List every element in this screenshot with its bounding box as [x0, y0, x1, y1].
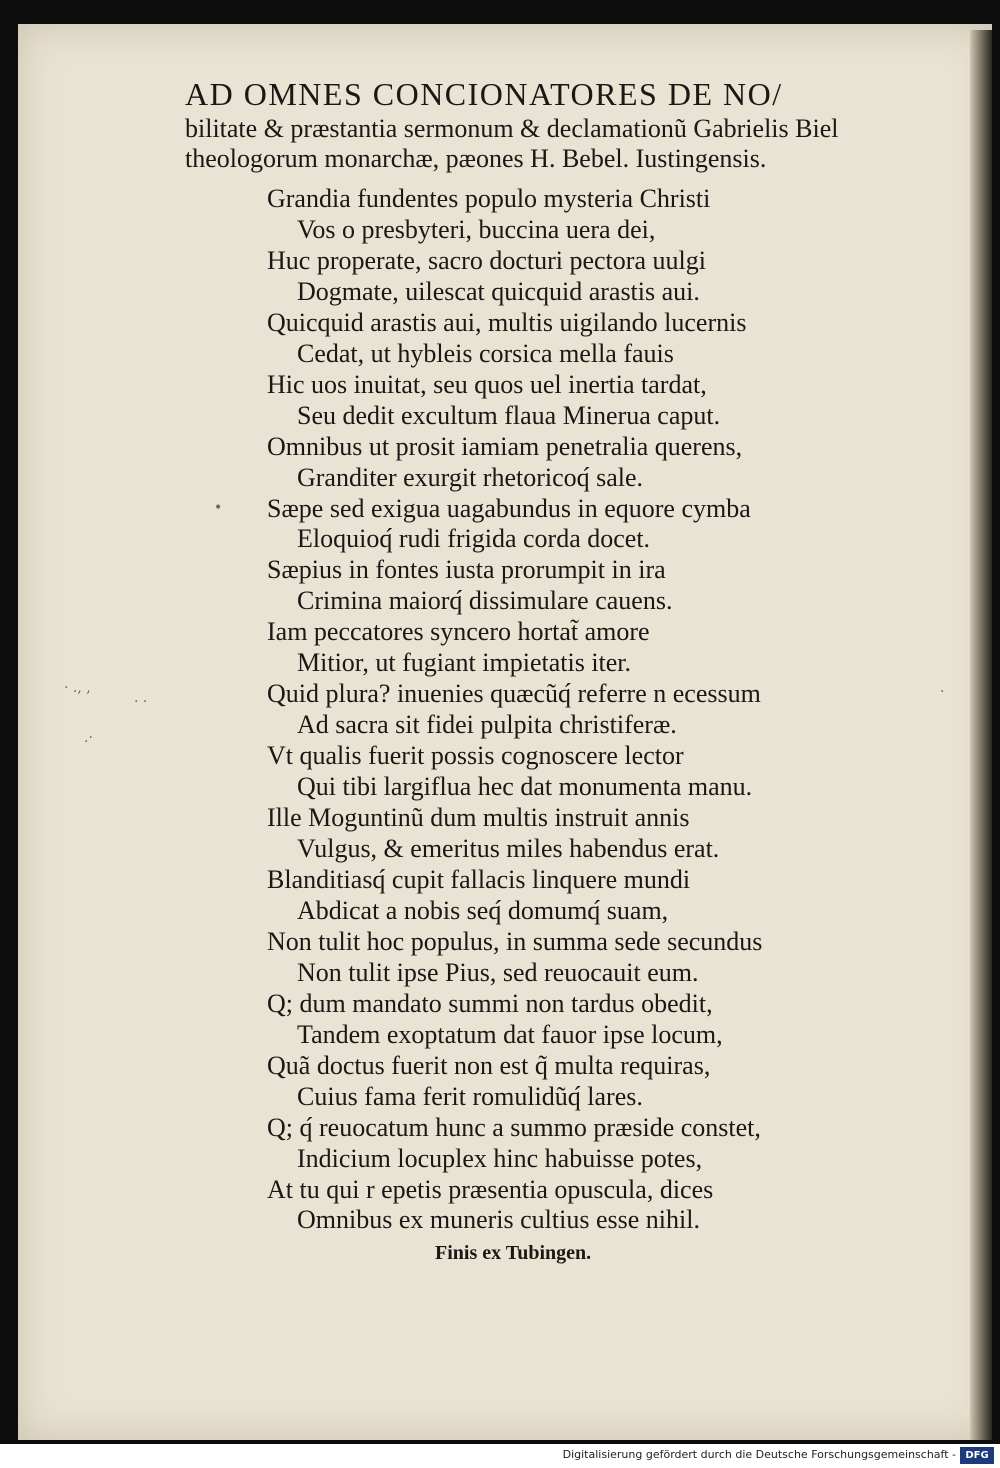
verse-line: Granditer exurgit rhetoricoq́ sale.	[297, 462, 644, 492]
verse-line: Cuius fama ferit romulidũq́ lares.	[297, 1081, 643, 1111]
verse-line: Crimina maiorq́ dissimulare cauens.	[297, 586, 673, 616]
heading-line-2: bilitate & præstantia sermonum & declamationũ Gabrielis Biel	[185, 114, 839, 143]
verse-line: Seu dedit excultum flaua Minerua caput.	[297, 400, 721, 430]
funding-notice: Digitalisierung gefördert durch die Deutsche Forschungsgemeinschaft -	[562, 1448, 956, 1461]
page-edge	[970, 30, 992, 1440]
colophon: Finis ex Tubingen.	[435, 1242, 592, 1265]
verse-line: Omnibus ex muneris cultius esse nihil.	[297, 1205, 700, 1235]
verse-line: Vt qualis fuerit possis cognoscere lector	[267, 741, 684, 771]
margin-mark: ·	[940, 684, 945, 700]
verse-line: Vos o presbyteri, buccina uera dei,	[297, 214, 656, 244]
verse-line: Non tulit hoc populus, in summa sede secundus	[267, 926, 763, 956]
margin-mark: . .	[134, 690, 148, 706]
verse-line: Quicquid arastis aui, multis uigilando lucernis	[267, 307, 747, 337]
verse-line: Hic uos inuitat, seu quos uel inertia tardat,	[267, 369, 707, 399]
verse-line: Quid plura? inuenies quæcũq́ referre n ecessum	[267, 679, 761, 709]
verse-line: Ille Moguntinũ dum multis instruit annis	[267, 803, 690, 833]
verse-line: Abdicat a nobis seq́ domumq́ suam,	[297, 895, 669, 925]
verse-line: Q; dum mandato summi non tardus obedit,	[267, 988, 713, 1018]
verse-line: Quã doctus fuerit non est q̃ multa requiras,	[267, 1050, 711, 1080]
verse-line: Qui tibi largiflua hec dat monumenta manu.	[297, 772, 753, 802]
dfg-logo[interactable]: DFG	[960, 1447, 994, 1464]
verse-line: Grandia fundentes populo mysteria Christi	[267, 184, 711, 213]
margin-mark: •	[214, 500, 223, 516]
verse-line: Indicium locuplex hinc habuisse potes,	[297, 1143, 703, 1173]
heading-line-1: AD OMNES CONCIONATORES DE NO/	[185, 76, 783, 112]
verse-line: Tandem exoptatum dat fauor ipse locum,	[297, 1019, 723, 1049]
verse-line: Huc properate, sacro docturi pectora uulgi	[267, 245, 706, 275]
verse-line: Sæpius in fontes iusta prorumpit in ira	[267, 555, 666, 585]
verse-line: Eloquioq́ rudi frigida corda docet.	[297, 524, 651, 554]
margin-mark: .·	[84, 730, 93, 746]
verse-line: Ad sacra sit fidei pulpita christiferæ.	[297, 710, 677, 740]
verse-line: Omnibus ut prosit iamiam penetralia querens,	[267, 431, 743, 461]
verse-line: At tu qui r epetis præsentia opuscula, dices	[267, 1174, 714, 1204]
poem	[185, 184, 945, 1236]
verse-line: Iam peccatores syncero hortat̃ amore	[267, 617, 650, 647]
footer-bar	[0, 1444, 1000, 1468]
verse-line: Mitior, ut fugiant impietatis iter.	[297, 648, 632, 678]
text-block	[185, 74, 945, 1265]
verse-line: Blanditiasq́ cupit fallacis linquere mundi	[267, 864, 691, 894]
verse-line: Non tulit ipse Pius, sed reuocauit eum.	[297, 957, 699, 987]
heading-line-3: theologorum monarchæ, pæones H. Bebel. Iustingensis.	[185, 144, 767, 173]
verse-line: Cedat, ut hybleis corsica mella fauis	[297, 338, 674, 368]
verse-line: Dogmate, uilescat quicquid arastis aui.	[297, 276, 700, 306]
verse-line: Vulgus, & emeritus miles habendus erat.	[297, 834, 720, 864]
verse-line: Q; q́ reuocatum hunc a summo præside constet,	[267, 1112, 761, 1142]
verse-line: Sæpe sed exigua uagabundus in equore cymba	[267, 493, 751, 523]
margin-mark: · ., ,	[64, 680, 91, 696]
